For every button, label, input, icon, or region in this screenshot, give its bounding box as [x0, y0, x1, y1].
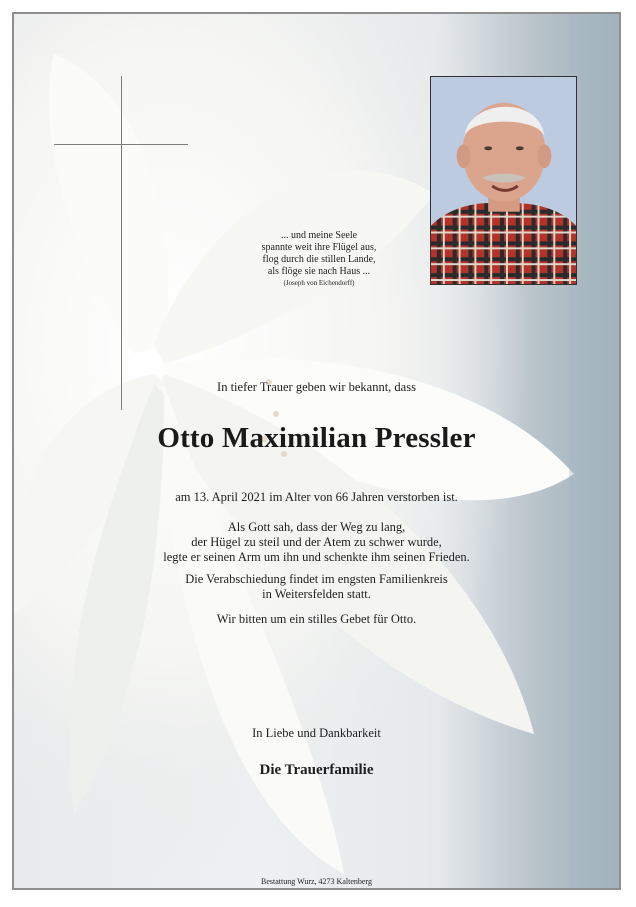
death-date-line: am 13. April 2021 im Alter von 66 Jahren verstorben ist.: [175, 490, 458, 504]
paragraph-comfort: [14, 520, 619, 565]
family-signature: Die Trauerfamilie: [259, 762, 374, 778]
paragraph-line: Als Gott sah, dass der Weg zu lang,: [227, 520, 406, 534]
obituary-card: [12, 12, 621, 890]
cross-icon: [121, 76, 122, 410]
poem-line: ... und meine Seele: [280, 230, 358, 241]
poem-source: (Joseph von Eichendorff): [283, 279, 355, 287]
poem-line: flog durch die stillen Lande,: [262, 254, 376, 265]
deceased-name: Otto Maximilian Pressler: [157, 422, 476, 454]
portrait-photo: [430, 76, 577, 285]
footer-funeral-home: Bestattung Wurz, 4273 Kaltenberg: [261, 877, 372, 886]
paragraph-line: legte er seinen Arm um ihn und schenkte ihm seinen Frieden.: [163, 550, 470, 564]
poem-line: als flöge sie nach Haus ...: [267, 266, 371, 277]
paragraph-line: Die Verabschiedung findet im engsten Familienkreis: [185, 572, 448, 586]
poem-block: [214, 230, 424, 288]
poem-line: spannte weit ihre Flügel aus,: [261, 242, 377, 253]
announcement-intro: In tiefer Trauer geben wir bekannt, dass: [217, 380, 416, 394]
paragraph-prayer: Wir bitten um ein stilles Gebet für Otto.: [216, 612, 417, 626]
paragraph-line: der Hügel zu steil und der Atem zu schwer wurde,: [191, 535, 442, 549]
paragraph-line: in Weitersfelden statt.: [262, 587, 371, 601]
paragraph-farewell: [14, 572, 619, 602]
closing-line: In Liebe und Dankbarkeit: [252, 726, 381, 740]
cross-icon-bar: [54, 144, 188, 145]
